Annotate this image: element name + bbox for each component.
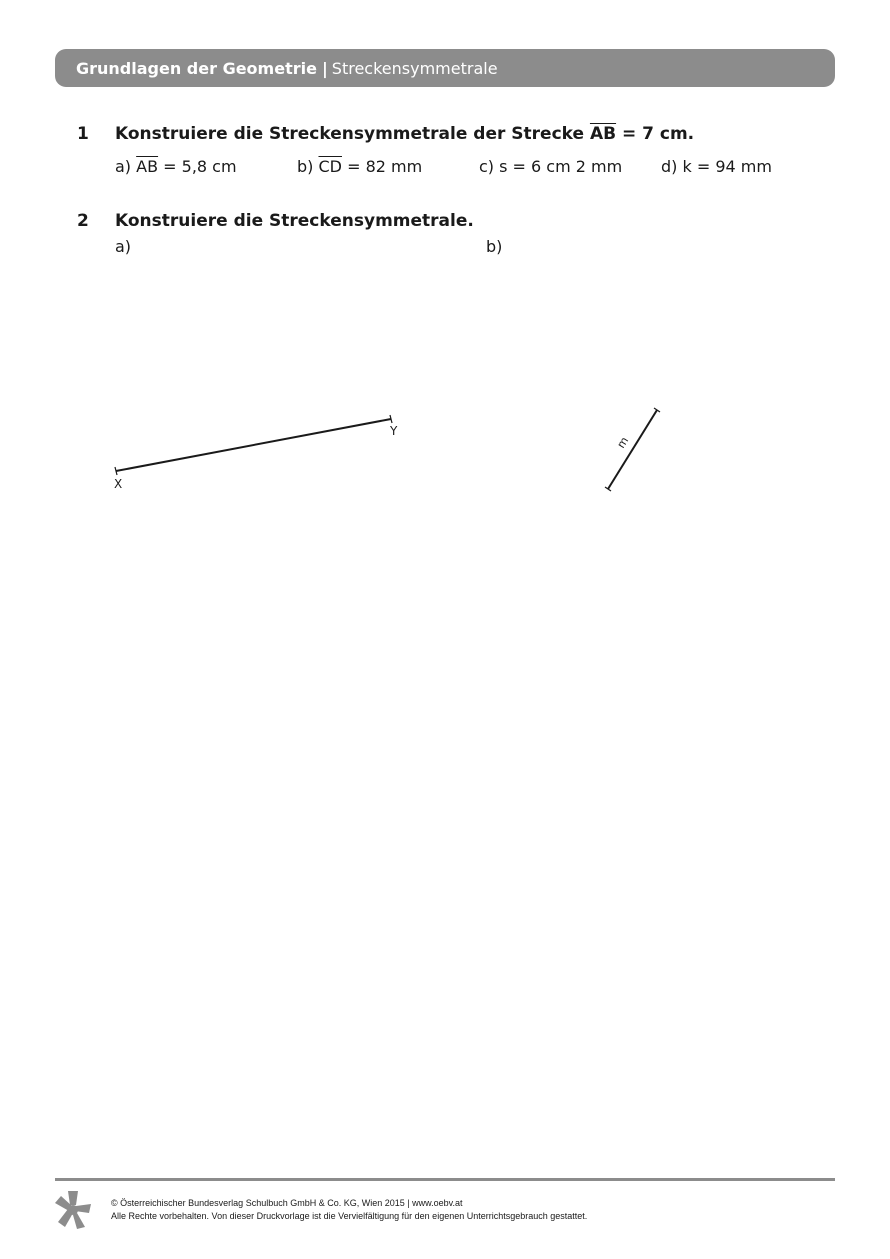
task-1-number: 1 bbox=[77, 124, 89, 144]
segment-xy-line bbox=[116, 419, 391, 471]
header-subtitle: Streckensymmetrale bbox=[331, 58, 498, 78]
footer-divider bbox=[55, 1178, 835, 1181]
task-1-text-after: = 7 cm. bbox=[616, 124, 695, 144]
task-2-b-label: b) bbox=[486, 237, 503, 256]
segment-m bbox=[605, 408, 660, 491]
option-b-prefix: b) bbox=[297, 157, 319, 176]
task-2-number: 2 bbox=[77, 211, 89, 231]
point-x-label: X bbox=[114, 477, 123, 491]
header-separator: | bbox=[321, 58, 328, 78]
option-b-rest: = 82 mm bbox=[341, 157, 423, 176]
task-1-segment: $\overline{AB}$ bbox=[589, 124, 617, 144]
footer-rights: Alle Rechte vorbehalten. Von dieser Druckvorlage ist die Vervielfältigung für den eigenen Unterrichtsgebrauch gestattet. bbox=[111, 1211, 588, 1221]
segment-m-label: m bbox=[614, 434, 632, 451]
footer-text bbox=[111, 1197, 587, 1223]
point-y-label: Y bbox=[390, 424, 398, 438]
option-a-prefix: a) bbox=[115, 157, 137, 176]
header-title: Grundlagen der Geometrie bbox=[76, 58, 317, 78]
task-1-option-d: d) k = 94 mm bbox=[661, 157, 772, 176]
task-2-a-label: a) bbox=[115, 237, 132, 256]
task-2-text: Konstruiere die Streckensymmetrale. bbox=[115, 211, 474, 231]
segment-xy bbox=[114, 415, 398, 491]
footer-copyright: © Österreichischer Bundesverlag Schulbuch GmbH & Co. KG, Wien 2015 | www.oebv.at bbox=[111, 1198, 463, 1208]
option-a-segment: $\overline{AB}$ bbox=[136, 157, 159, 176]
segment-m-line bbox=[608, 410, 657, 489]
publisher-logo-icon bbox=[55, 1191, 91, 1229]
task-1-text-before: Konstruiere die Streckensymmetrale der Strecke bbox=[115, 124, 590, 144]
option-b-segment: $\overline{CD}$ bbox=[318, 157, 342, 176]
option-a-rest: = 5,8 cm bbox=[158, 157, 237, 176]
task-1-option-c: c) s = 6 cm 2 mm bbox=[479, 157, 623, 176]
